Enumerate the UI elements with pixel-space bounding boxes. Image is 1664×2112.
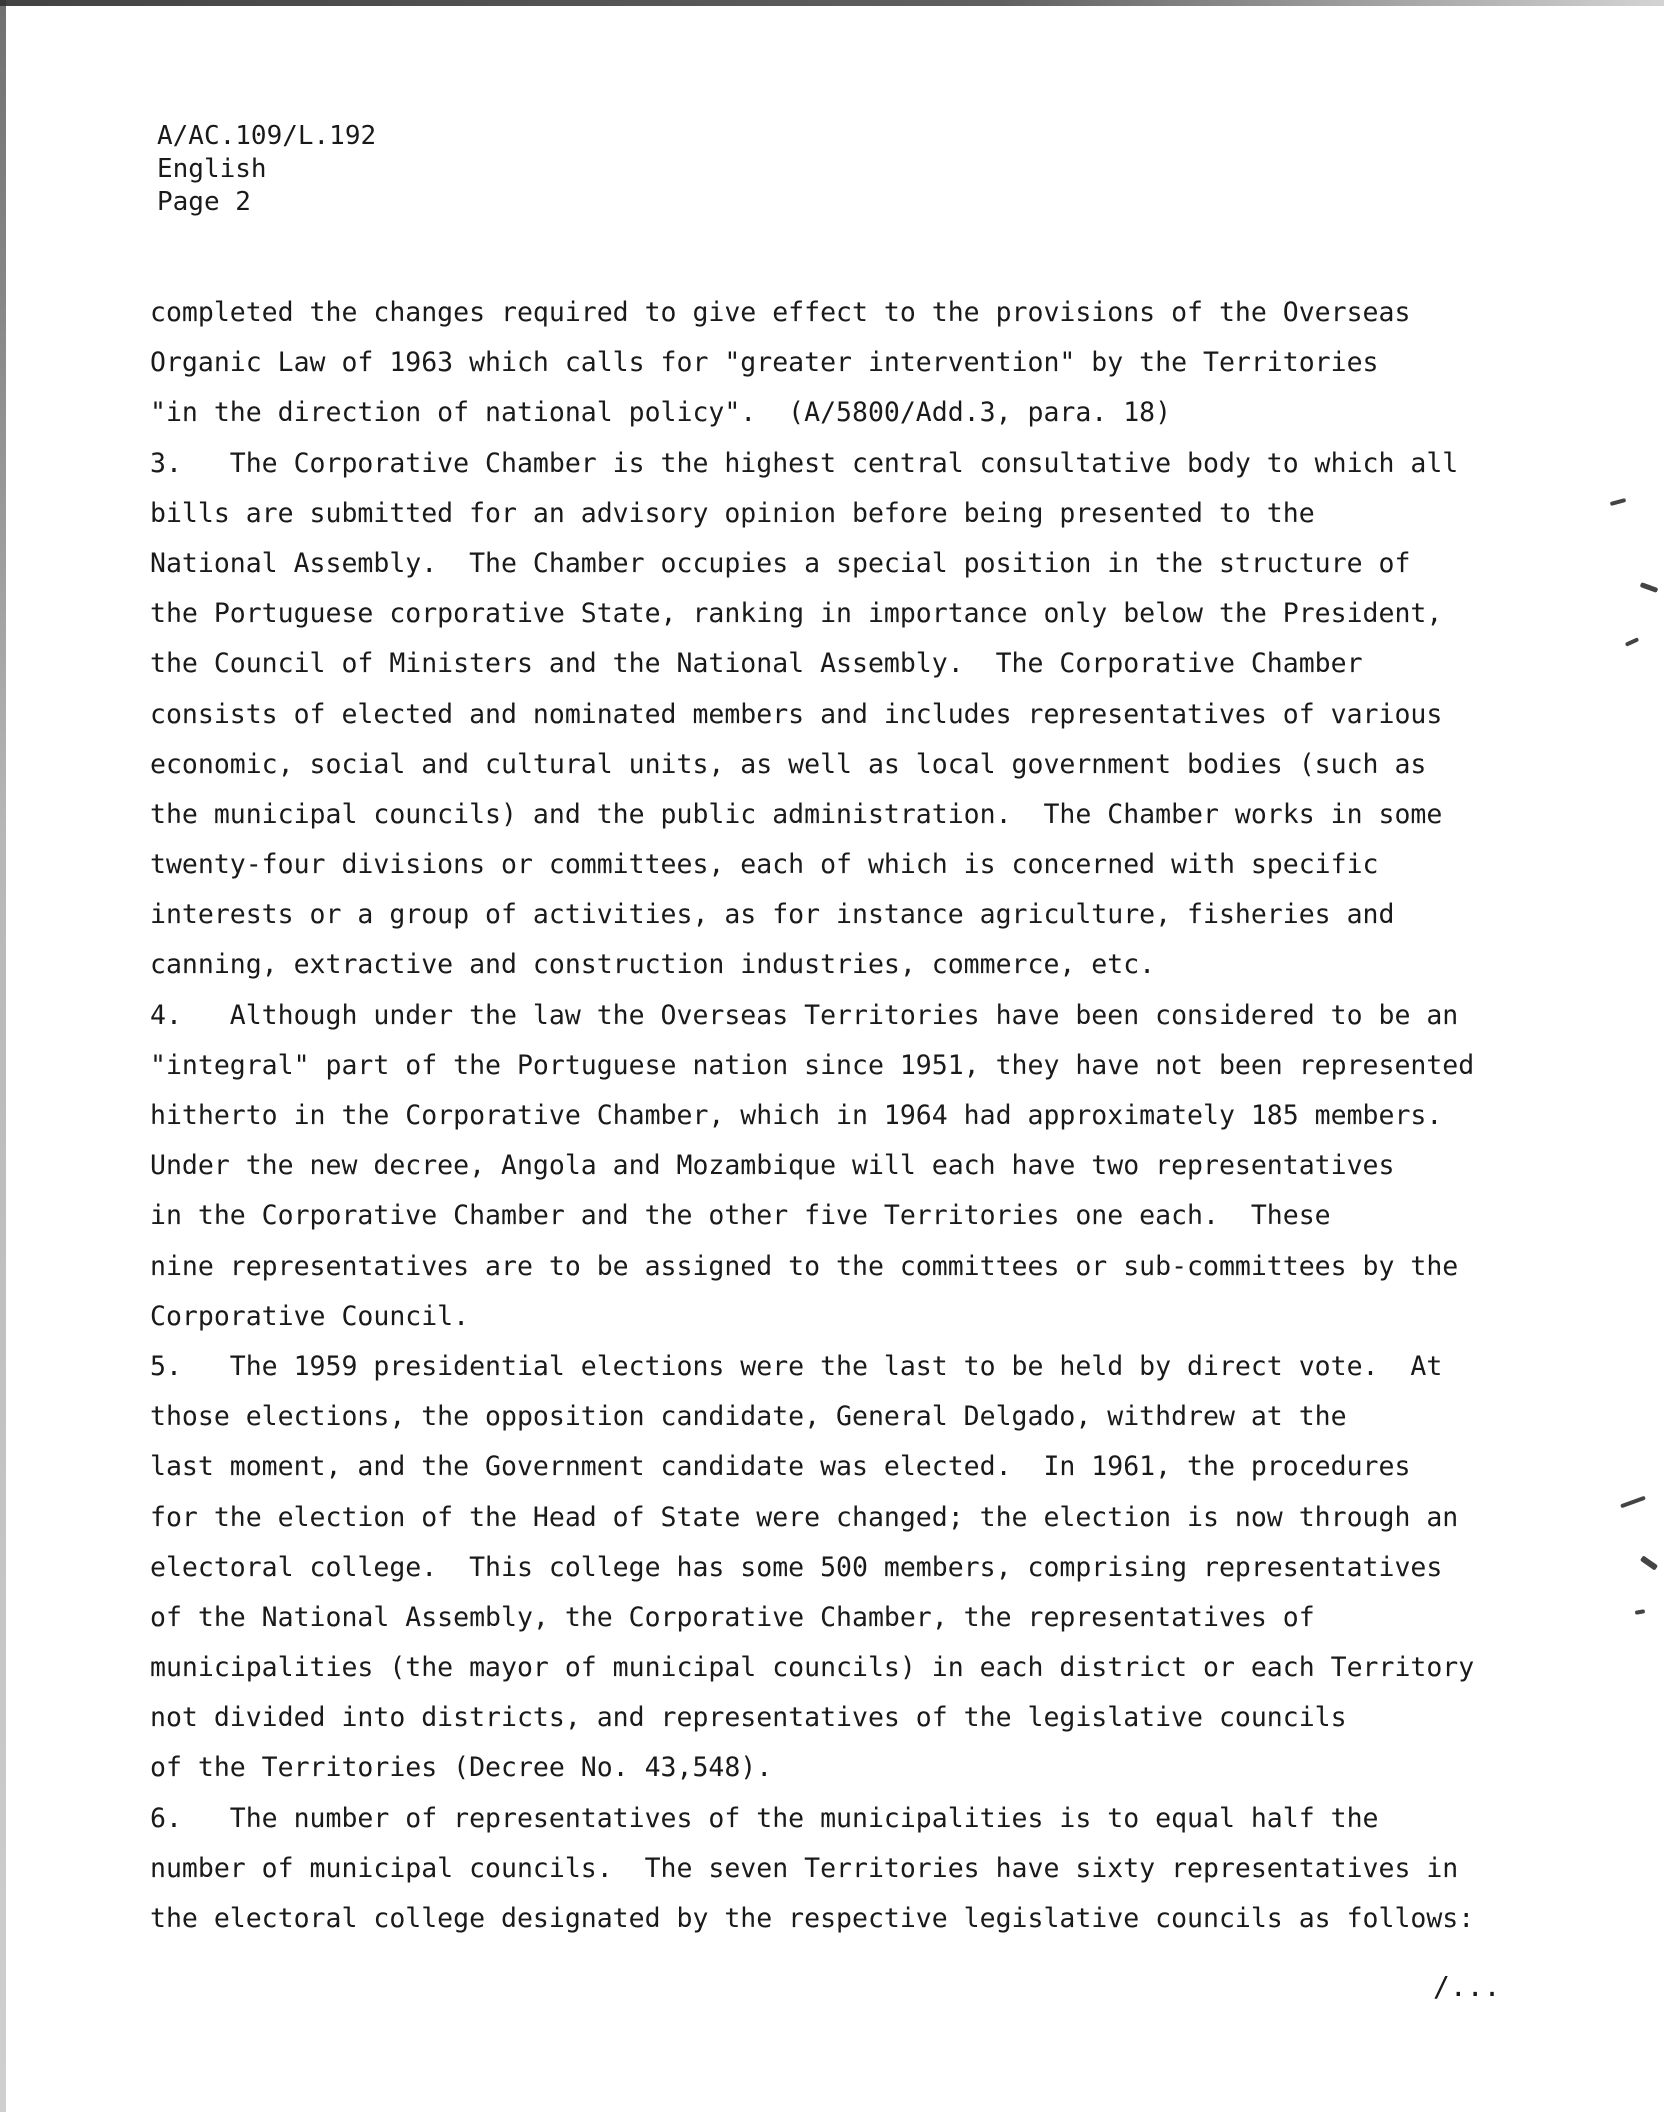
document-body: [150, 288, 1550, 1944]
document-symbol: A/AC.109/L.192: [157, 121, 377, 151]
body-line: hitherto in the Corporative Chamber, which in 1964 had approximately 185 members.: [150, 1100, 1443, 1131]
scan-mark: [1640, 582, 1659, 593]
page-number: Page 2: [157, 187, 251, 217]
body-line: 6. The number of representatives of the municipalities is to equal half the: [150, 1802, 1379, 1834]
scan-mark: [1640, 1555, 1658, 1570]
body-line: National Assembly. The Chamber occupies a special position in the structure of: [150, 547, 1411, 579]
document-header: [157, 120, 376, 219]
body-line: 4. Although under the law the Overseas Territories have been considered to be an: [150, 999, 1459, 1031]
body-line: number of municipal councils. The seven Territories have sixty representatives in: [150, 1852, 1459, 1884]
body-line: of the Territories (Decree No. 43,548).: [150, 1752, 773, 1784]
scan-mark: [1635, 1609, 1646, 1615]
body-line: twenty-four divisions or committees, each of which is concerned with specific: [150, 849, 1379, 881]
body-line: "in the direction of national policy". (A/5800/Add.3, para. 18): [150, 397, 1172, 429]
body-line: nine representatives are to be assigned to the committees or sub-committees by the: [150, 1250, 1459, 1282]
body-line: consists of elected and nominated members and includes representatives of various: [150, 698, 1443, 730]
body-line: 5. The 1959 presidential elections were the last to be held by direct vote. At: [150, 1350, 1443, 1382]
body-line: economic, social and cultural units, as well as local government bodies (such as: [150, 748, 1427, 780]
body-line: completed the changes required to give effect to the provisions of the Overseas: [150, 297, 1411, 328]
body-line: "integral" part of the Portuguese nation since 1951, they have not been represented: [150, 1049, 1475, 1081]
body-line: for the election of the Head of State were changed; the election is now through an: [150, 1501, 1459, 1533]
body-line: canning, extractive and construction industries, commerce, etc.: [150, 949, 1156, 981]
body-line: not divided into districts, and representatives of the legislative councils: [150, 1702, 1347, 1734]
body-line: the Portuguese corporative State, ranking in importance only below the President,: [150, 598, 1443, 630]
body-line: municipalities (the mayor of municipal councils) in each district or each Territory: [150, 1652, 1475, 1684]
body-line: Under the new decree, Angola and Mozambique will each have two representatives: [150, 1150, 1395, 1182]
document-language: English: [157, 154, 267, 184]
body-line: interests or a group of activities, as for instance agriculture, fisheries and: [150, 899, 1395, 931]
continued-marker: /...: [1433, 1970, 1501, 2003]
body-line: in the Corporative Chamber and the other five Territories one each. These: [150, 1200, 1331, 1232]
body-line: last moment, and the Government candidate was elected. In 1961, the procedures: [150, 1451, 1411, 1483]
body-line: the electoral college designated by the respective legislative councils as follows:: [150, 1903, 1475, 1934]
scan-edge-left: [0, 0, 6, 2112]
body-line: Corporative Council.: [150, 1300, 470, 1332]
body-line: the Council of Ministers and the National Assembly. The Corporative Chamber: [150, 648, 1363, 680]
body-line: of the National Assembly, the Corporative Chamber, the representatives of: [150, 1601, 1315, 1633]
scan-mark: [1625, 637, 1639, 647]
body-line: electoral college. This college has some 500 members, comprising representatives: [150, 1551, 1443, 1583]
body-line: bills are submitted for an advisory opinion before being presented to the: [150, 497, 1315, 529]
body-line: those elections, the opposition candidate, General Delgado, withdrew at the: [150, 1401, 1347, 1433]
scan-mark: [1610, 498, 1626, 506]
scan-mark: [1620, 1496, 1646, 1509]
scan-edge-top: [0, 0, 1664, 6]
body-line: the municipal councils) and the public administration. The Chamber works in some: [150, 798, 1443, 830]
body-line: 3. The Corporative Chamber is the highest central consultative body to which all: [150, 447, 1459, 479]
body-line: Organic Law of 1963 which calls for "greater intervention" by the Territories: [150, 347, 1379, 379]
